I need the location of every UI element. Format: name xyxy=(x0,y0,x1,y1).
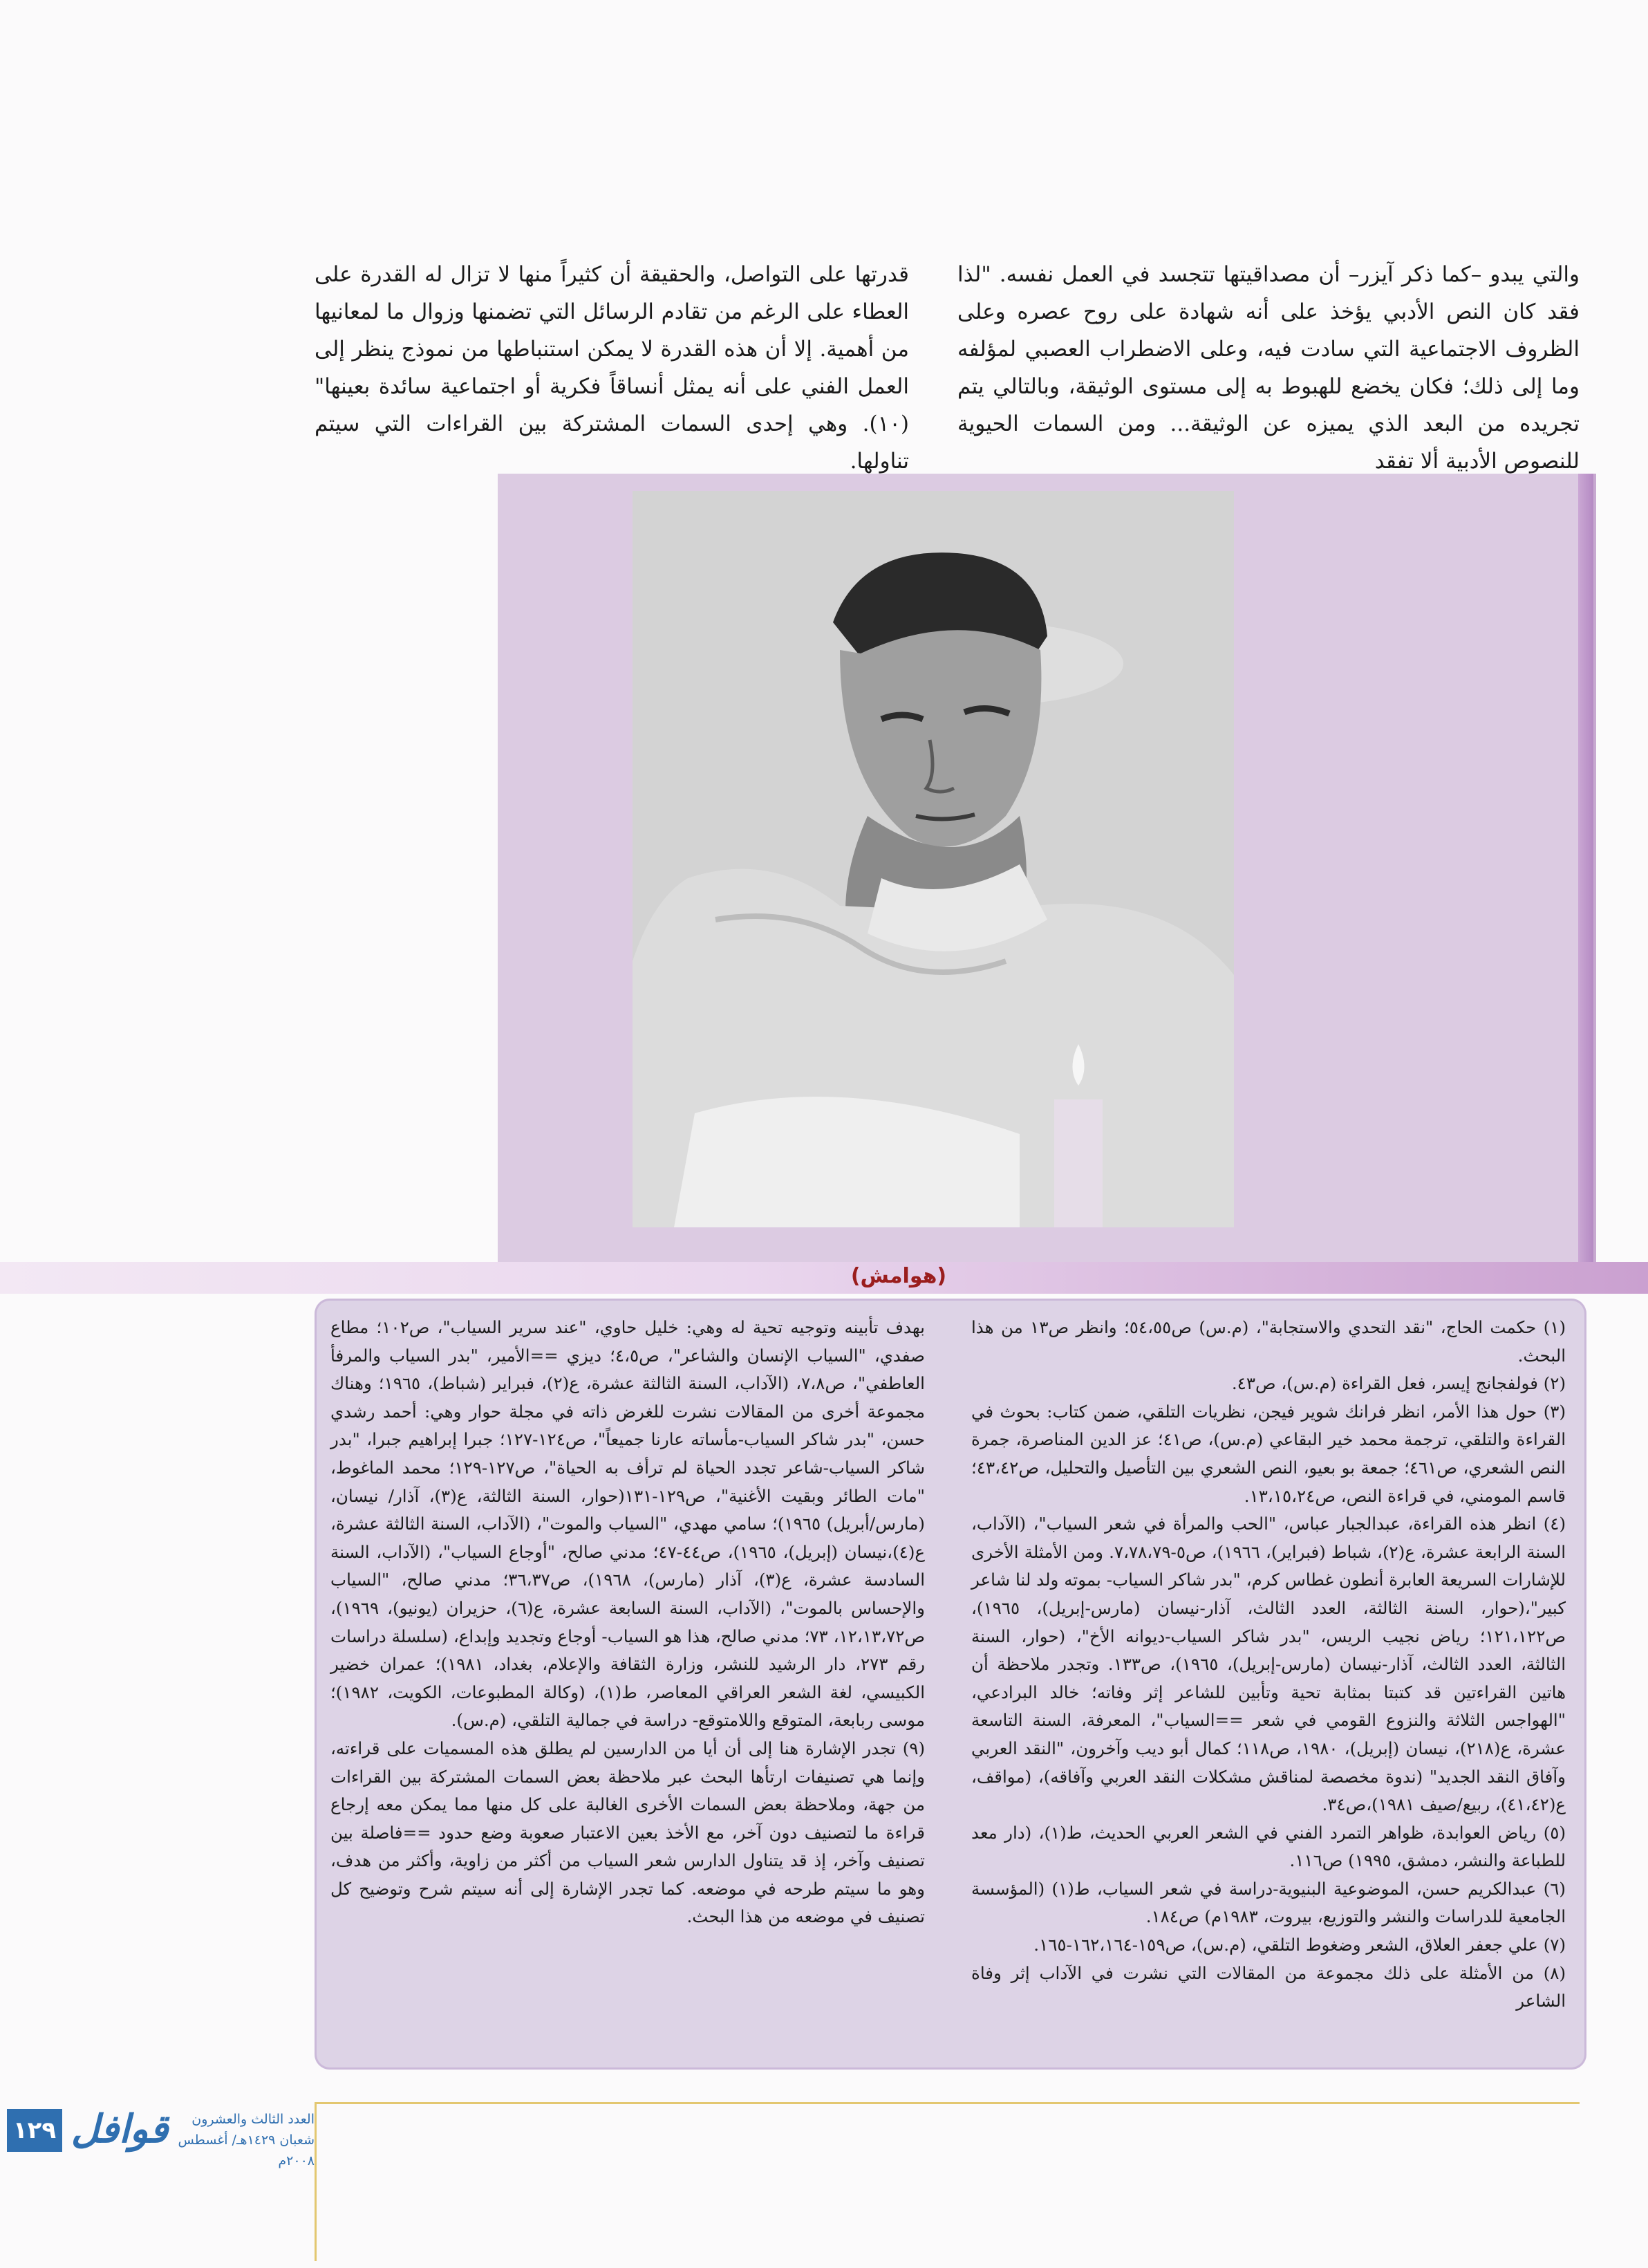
footer-rule xyxy=(315,2102,1580,2104)
body-text-left-column: قدرتها على التواصل، والحقيقة أن كثيراً منها لا تزال له القدرة على العطاء على الرغم من تقادم الرسائل التي تضمنها وزوال ما لمعانيها من أهمية. إلا أن هذه القدرة لا يمكن استنباطها من نموذج ينظر إلى العمل الفني على أنه يمثل أنساقاً فكرية أو اجتماعية سائدة بعينها" (١٠). وهي إحدى السمات المشتركة بين القراءات التي سيتم تناولها. xyxy=(315,262,909,474)
footnote-3: (٣) حول هذا الأمر، انظر فرانك شوير فيجن، نظريات التلقي، ضمن كتاب: بحوث في القراءة والتلقي، ترجمة محمد خير البقاعي (م.س)، ص٤١؛ عز الدين المناصرة، جمرة النص الشعري، ص٤٦١؛ جمعة بو بعيو، النص الشعري بين التأصيل والتحليل، ص٤٣،٤٢؛ قاسم المومني، في قراءة النص، ص١٣،١٥،٢٤. xyxy=(971,1401,1566,1506)
footnotes-left-column xyxy=(330,1314,925,1931)
footnote-8: (٨) من الأمثلة على ذلك مجموعة من المقالات التي نشرت في الآداب إثر وفاة الشاعر xyxy=(971,1962,1566,2011)
footnote-2: (٢) فولفجانج إيسر، فعل القراءة (م.س)، ص٤٣. xyxy=(1231,1373,1566,1394)
page-number: ١٢٩ xyxy=(7,2109,62,2152)
footnote-6: (٦) عبدالكريم حسن، الموضوعية البنيوية-دراسة في شعر السياب، ط(١) (المؤسسة الجامعية للدراسات والنشر والتوزيع، بيروت، ١٩٨٣م) ص١٨٤. xyxy=(971,1878,1566,1927)
photo-panel xyxy=(498,474,1596,1276)
portrait-photo xyxy=(633,491,1234,1227)
footnote-8-continued: بهدف تأبينه وتوجيه تحية له وهي: خليل حاوي، "عند سرير السياب"، ص١٠٢؛ مطاع صفدي، "السياب الإنسان والشاعر"، ص٤،٥؛ ديزي ==الأمير، "بدر السياب والمرفأ العاطفي"، ص٧،٨، (الآداب، السنة الثالثة عشرة، ع(٢)، فبراير (شباط)، ١٩٦٥؛ وهناك مجموعة أخرى من المقالات نشرت للغرض ذاته في مجلة حوار وهي: أحمد رشدي حسن، "بدر شاكر السياب-مأساته عارنا جميعاً"، ص١٢٤-١٢٧؛ جبرا إبراهيم جبرا، "بدر شاكر السياب-شاعر تجدد الحياة لم ترأف به الحياة"، ص١٢٧-١٢٩؛ محمد الماغوط، "مات الطائر وبقيت الأغنية"، ص١٢٩-١٣١(حوار، السنة الثالثة، ع(٣)، آذار/ نيسان، (مارس/أبريل) ١٩٦٥)؛ سامي مهدي، "السياب والموت"، (الآداب، السنة الثالثة عشرة، ع(٤)،نيسان (إبريل)، ١٩٦٥)، ص٤٤-٤٧؛ مدني صالح، "أوجاع السياب"، (الآداب، السنة السادسة عشرة، ع(٣)، آذار (مارس)، ١٩٦٨)، ص٣٦،٣٧؛ مدني صالح، "السياب والإحساس بالموت"، (الآداب، السنة السابعة عشرة، ع(٦)، حزيران (يونيو)، ١٩٦٩)، ص١٢،١٣،٧٢، ٧٣؛ مدني صالح، هذا هو السياب- أوجاع وتجديد وإبداع، (سلسلة دراسات رقم ٢٧٣، دار الرشيد للنشر، وزارة الثقافة والإعلام، بغداد، ١٩٨١)؛ عمران خضير الكبيسي، لغة الشعر العراقي المعاصر، ط(١)، (وكالة المطبوعات، الكويت، ١٩٨٢)؛ موسى ربابعة، المتوقع واللامتوقع- دراسة في جمالية التلقي، (م.س). xyxy=(330,1317,926,1731)
footnotes-heading: (هوامش) xyxy=(850,1264,947,1288)
footnote-5: (٥) رياض العوابدة، ظواهر التمرد الفني في الشعر العربي الحديث، ط(١)، (دار معد للطباعة والنشر، دمشق، ١٩٩٥) ص١١٦. xyxy=(971,1822,1566,1871)
footnote-9: (٩) تجدر الإشارة هنا إلى أن أيا من الدارسين لم يطلق هذه المسميات على قراءته، وإنما هي تصنيفات ارتأها البحث عبر ملاحظة بعض السمات المشتركة بين القراءات من جهة، وملاحظة بعض السمات الأخرى الغالبة على كل منها مما يمكن معه إرجاع قراءة ما لتصنيف دون آخر، مع الأخذ بعين الاعتبار صعوبة وضع حدود ==فاصلة بين تصنيف وآخر، إذ قد يتناول الدارس شعر السياب من أكثر من زاوية، وأكثر من هدف، وهو ما سيتم طرحه في موضعه. كما تجدر الإشارة إلى أنه سيتم شرح وتوضيح كل تصنيف في موضعه من هذا البحث. xyxy=(330,1738,925,1927)
footer-vertical-rule xyxy=(315,2102,317,2261)
footnotes-right-column xyxy=(971,1314,1566,2016)
footnote-1: (١) حكمت الحاج، "نقد التحدي والاستجابة"، (م.س) ص٥٤،٥٥؛ وانظر ص١٣ من هذا البحث. xyxy=(971,1317,1566,1366)
issue-date: شعبان ١٤٢٩هـ/ أغسطس ٢٠٠٨م xyxy=(178,2132,315,2168)
issue-number: العدد الثالث والعشرون xyxy=(191,2112,315,2127)
body-text-right-column: والتي يبدو –كما ذكر آيزر– أن مصداقيتها تتجسد في العمل نفسه. "لذا فقد كان النص الأدبي يؤخذ على أنه شهادة على روح عصره وعلى الظروف الاجتماعية التي سادت فيه، وعلى الاضطراب العصبي لمؤلفه وما إلى ذلك؛ فكان يخضع للهبوط به إلى مستوى الوثيقة، وبالتالي يتم تجريده من البعد الذي يميزه عن الوثيقة... ومن السمات الحيوية للنصوص الأدبية ألا تفقد xyxy=(957,262,1580,474)
magazine-logo: قوافل xyxy=(71,2107,169,2152)
footnote-7: (٧) علي جعفر العلاق، الشعر وضغوط التلقي، (م.س)، ص١٥٩-١٦٢،١٦٤-١٦٥. xyxy=(1033,1935,1566,1955)
portrait-illustration xyxy=(633,491,1234,1227)
footnote-4: (٤) انظر هذه القراءة، عبدالجبار عباس، "الحب والمرأة في شعر السياب"، (الآداب، السنة الرابعة عشرة، ع(٢)، شباط (فبراير)، ١٩٦٦)، ص٥-٧،٧٨،٧٩. ومن الأمثلة الأخرى للإشارات السريعة العابرة أنطون غطاس كرم، "بدر شاكر السياب- بموته ولد لنا شاعر كبير"،(حوار، السنة الثالثة، العدد الثالث، آذار-نيسان (مارس-إبريل)، ١٩٦٥)، ص١٢١،١٢٢؛ رياض نجيب الريس، "بدر شاكر السياب-ديوانه الأخ"، (حوار، السنة الثالثة، العدد الثالث، آذار-نيسان (مارس-إبريل)، ١٩٦٥)، ص١٣٣. وتجدر ملاحظة أن هاتين القراءتين قد كتبتا بمثابة تحية وتأبين للشاعر إثر وفاته؛ خالد البرادعي، "الهواجس الثلاثة والنزوع القومي في شعر ==السياب"، المعرفة، السنة التاسعة عشرة، ع(٢١٨)، نيسان (إبريل)، ١٩٨٠، ص١١٨؛ كمال أبو ديب وآخرون، "النقد العربي وآفاق النقد الجديد" (ندوة مخصصة لمناقش مشكلات النقد العربي وآفاقه)، (مواقف، ع(٤١،٤٢)، ربيع/صيف ١٩٨١)،ص٣٤. xyxy=(971,1514,1566,1815)
issue-info xyxy=(176,2109,315,2171)
